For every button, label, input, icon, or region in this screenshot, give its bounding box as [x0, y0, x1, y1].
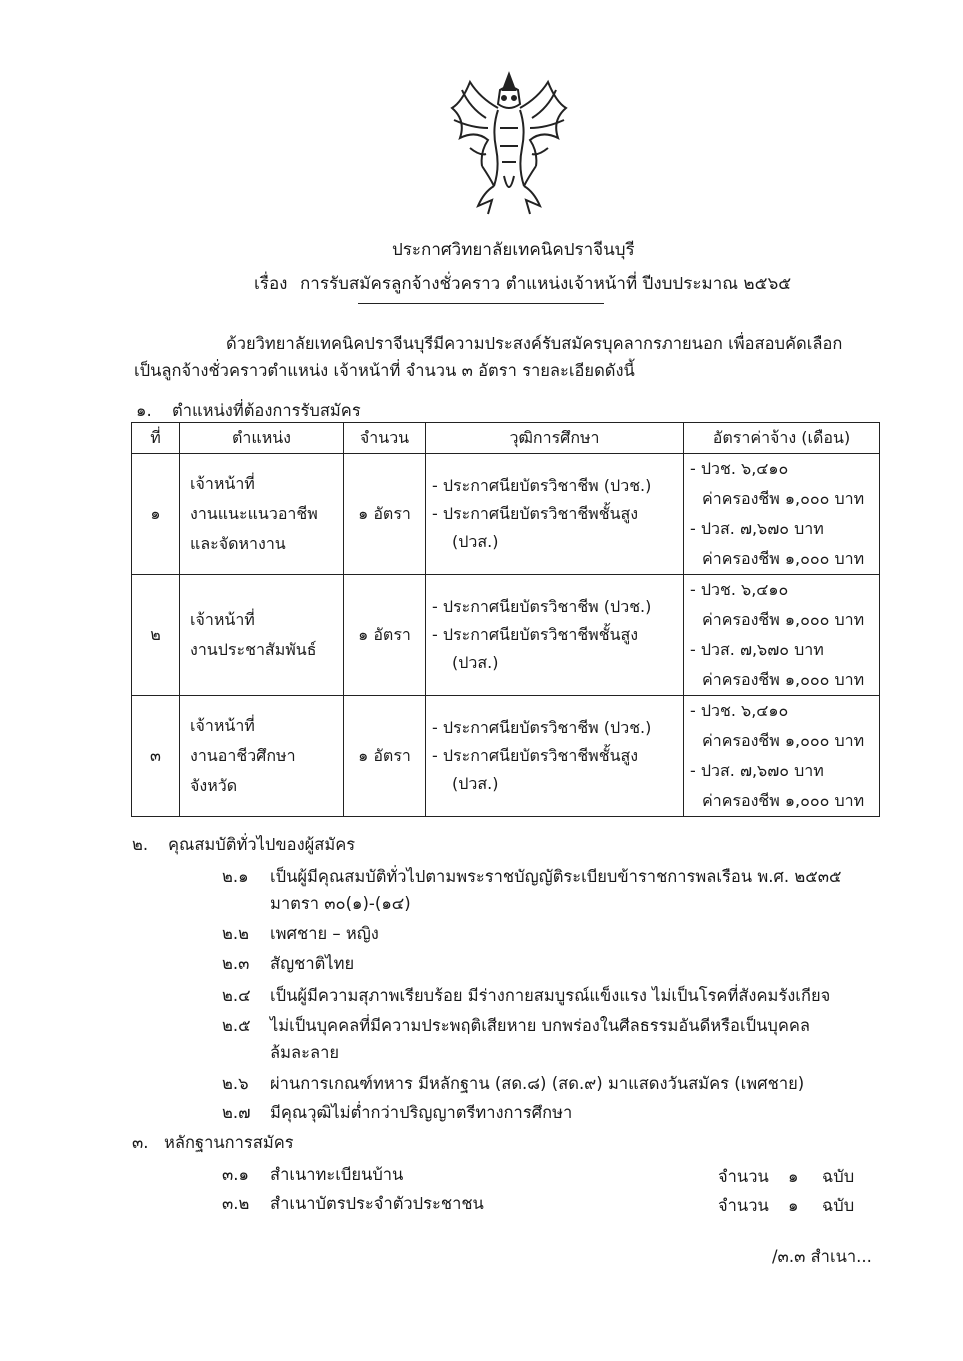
rate-cell	[684, 575, 880, 696]
col-header-amount: จำนวน	[344, 423, 426, 454]
qualification-line: (ปวส.)	[452, 532, 499, 551]
section-1-number: ๑.	[136, 401, 152, 420]
qualification-line: (ปวส.)	[452, 653, 499, 672]
qualification-cell	[426, 696, 684, 817]
row-number: ๑	[132, 454, 180, 575]
rate-line: ค่าครองชีพ ๑,๐๐๐ บาท	[702, 670, 865, 689]
rate-line: ค่าครองชีพ ๑,๐๐๐ บาท	[702, 731, 865, 750]
item-number: ๒.๑	[222, 867, 249, 886]
rate-cell	[684, 454, 880, 575]
col-header-qualification: วุฒิการศึกษา	[426, 423, 684, 454]
section-3-heading: หลักฐานการสมัคร	[164, 1133, 294, 1152]
item-number: ๒.๕	[222, 1016, 251, 1035]
qualification-line: - ประกาศนียบัตรวิชาชีพ (ปวช.)	[432, 597, 652, 616]
quantity-value: ๑	[788, 1167, 799, 1186]
position-line: จังหวัด	[190, 776, 238, 795]
rate-line: - ปวช. ๖,๔๑๐	[690, 580, 789, 599]
rate-line: - ปวส. ๗,๖๗๐ บาท	[690, 519, 824, 538]
table-row	[132, 454, 880, 575]
qualification-cell	[426, 454, 684, 575]
section-3-number: ๓.	[132, 1133, 149, 1152]
item-text: สำเนาทะเบียนบ้าน	[270, 1165, 404, 1184]
rate-line: ค่าครองชีพ ๑,๐๐๐ บาท	[702, 610, 865, 629]
position-line: งานประชาสัมพันธ์	[190, 640, 317, 659]
item-text-continued: มาตรา ๓๐(๑)-(๑๔)	[270, 894, 411, 913]
section-2-number: ๒.	[132, 835, 149, 854]
item-number: ๓.๑	[222, 1165, 249, 1184]
position-line: งานอาชีวศึกษา	[190, 746, 296, 765]
item-text: สำเนาบัตรประจำตัวประชาชน	[270, 1194, 484, 1213]
rate-line: - ปวส. ๗,๖๗๐ บาท	[690, 761, 824, 780]
row-number: ๒	[132, 575, 180, 696]
item-text: ผ่านการเกณฑ์ทหาร มีหลักฐาน (สด.๘) (สด.๙) มาแสดงวันสมัคร (เพศชาย)	[270, 1074, 805, 1093]
page-continuation: /๓.๓ สำเนา...	[772, 1247, 872, 1266]
position-line: เจ้าหน้าที่	[190, 716, 255, 735]
qualification-cell	[426, 575, 684, 696]
position-cell	[180, 454, 344, 575]
qualification-line: - ประกาศนียบัตรวิชาชีพชั้นสูง	[432, 746, 639, 765]
col-header-rate: อัตราค่าจ้าง (เดือน)	[684, 423, 880, 454]
rate-cell	[684, 696, 880, 817]
rate-line: - ปวช. ๖,๔๑๐	[690, 701, 789, 720]
qualification-line: - ประกาศนียบัตรวิชาชีพ (ปวช.)	[432, 476, 652, 495]
item-number: ๒.๗	[222, 1103, 251, 1122]
item-text-continued: ล้มละลาย	[270, 1043, 340, 1062]
item-number: ๒.๖	[222, 1074, 249, 1093]
quantity-label: จำนวน	[718, 1196, 769, 1215]
subject-label: เรื่อง	[254, 274, 288, 294]
item-text: สัญชาติไทย	[270, 954, 355, 973]
announcement-title: ประกาศวิทยาลัยเทคนิคปราจีนบุรี	[392, 240, 635, 260]
table-row	[132, 696, 880, 817]
position-line: เจ้าหน้าที่	[190, 610, 255, 629]
col-header-position: ตำแหน่ง	[180, 423, 344, 454]
table-header-row	[132, 423, 880, 454]
positions-table	[131, 422, 880, 817]
section-2-heading: คุณสมบัติทั่วไปของผู้สมัคร	[168, 835, 356, 854]
rate-line: - ปวช. ๖,๔๑๐	[690, 459, 789, 478]
item-text: เพศชาย – หญิง	[270, 924, 379, 943]
position-line: งานแนะแนวอาชีพ	[190, 504, 318, 523]
item-number: ๒.๒	[222, 924, 249, 943]
position-cell	[180, 575, 344, 696]
qualification-line: - ประกาศนียบัตรวิชาชีพชั้นสูง	[432, 504, 639, 523]
rate-line: - ปวส. ๗,๖๗๐ บาท	[690, 640, 824, 659]
amount-cell: ๑ อัตรา	[344, 575, 426, 696]
col-header-no: ที่	[132, 423, 180, 454]
item-number: ๒.๔	[222, 986, 251, 1005]
amount-cell: ๑ อัตรา	[344, 696, 426, 817]
intro-line-2: เป็นลูกจ้างชั่วคราวตำแหน่ง เจ้าหน้าที่ จำนวน ๓ อัตรา รายละเอียดดังนี้	[134, 361, 635, 380]
title-divider	[358, 303, 604, 304]
qualification-line: - ประกาศนียบัตรวิชาชีพชั้นสูง	[432, 625, 639, 644]
item-number: ๒.๓	[222, 954, 250, 973]
quantity-label: จำนวน	[718, 1167, 769, 1186]
position-line: และจัดหางาน	[190, 534, 286, 553]
item-text: มีคุณวุฒิไม่ต่ำกว่าปริญญาตรีทางการศึกษา	[270, 1103, 573, 1122]
item-text: ไม่เป็นบุคคลที่มีความประพฤติเสียหาย บกพร่องในศีลธรรมอันดีหรือเป็นบุคคล	[270, 1016, 811, 1035]
rate-line: ค่าครองชีพ ๑,๐๐๐ บาท	[702, 489, 865, 508]
quantity-value: ๑	[788, 1196, 799, 1215]
quantity-unit: ฉบับ	[822, 1196, 855, 1215]
garuda-emblem	[440, 68, 578, 218]
item-text: เป็นผู้มีคุณสมบัติทั่วไปตามพระราชบัญญัติระเบียบข้าราชการพลเรือน พ.ศ. ๒๕๓๕	[270, 867, 842, 886]
rate-line: ค่าครองชีพ ๑,๐๐๐ บาท	[702, 791, 865, 810]
qualification-line: - ประกาศนียบัตรวิชาชีพ (ปวช.)	[432, 718, 652, 737]
position-line: เจ้าหน้าที่	[190, 474, 255, 493]
table-row	[132, 575, 880, 696]
position-cell	[180, 696, 344, 817]
row-number: ๓	[132, 696, 180, 817]
item-number: ๓.๒	[222, 1194, 250, 1213]
rate-line: ค่าครองชีพ ๑,๐๐๐ บาท	[702, 549, 865, 568]
item-text: เป็นผู้มีความสุภาพเรียบร้อย มีร่างกายสมบูรณ์แข็งแรง ไม่เป็นโรคที่สังคมรังเกียจ	[270, 986, 831, 1005]
qualification-line: (ปวส.)	[452, 774, 499, 793]
intro-line-1: ด้วยวิทยาลัยเทคนิคปราจีนบุรีมีความประสงค์รับสมัครบุคลากรภายนอก เพื่อสอบคัดเลือก	[226, 334, 843, 353]
announcement-subject: การรับสมัครลูกจ้างชั่วคราว ตำแหน่งเจ้าหน้าที่ ปีงบประมาณ ๒๕๖๕	[300, 274, 792, 294]
quantity-unit: ฉบับ	[822, 1167, 855, 1186]
amount-cell: ๑ อัตรา	[344, 454, 426, 575]
section-1-heading: ตำแหน่งที่ต้องการรับสมัคร	[172, 401, 361, 420]
